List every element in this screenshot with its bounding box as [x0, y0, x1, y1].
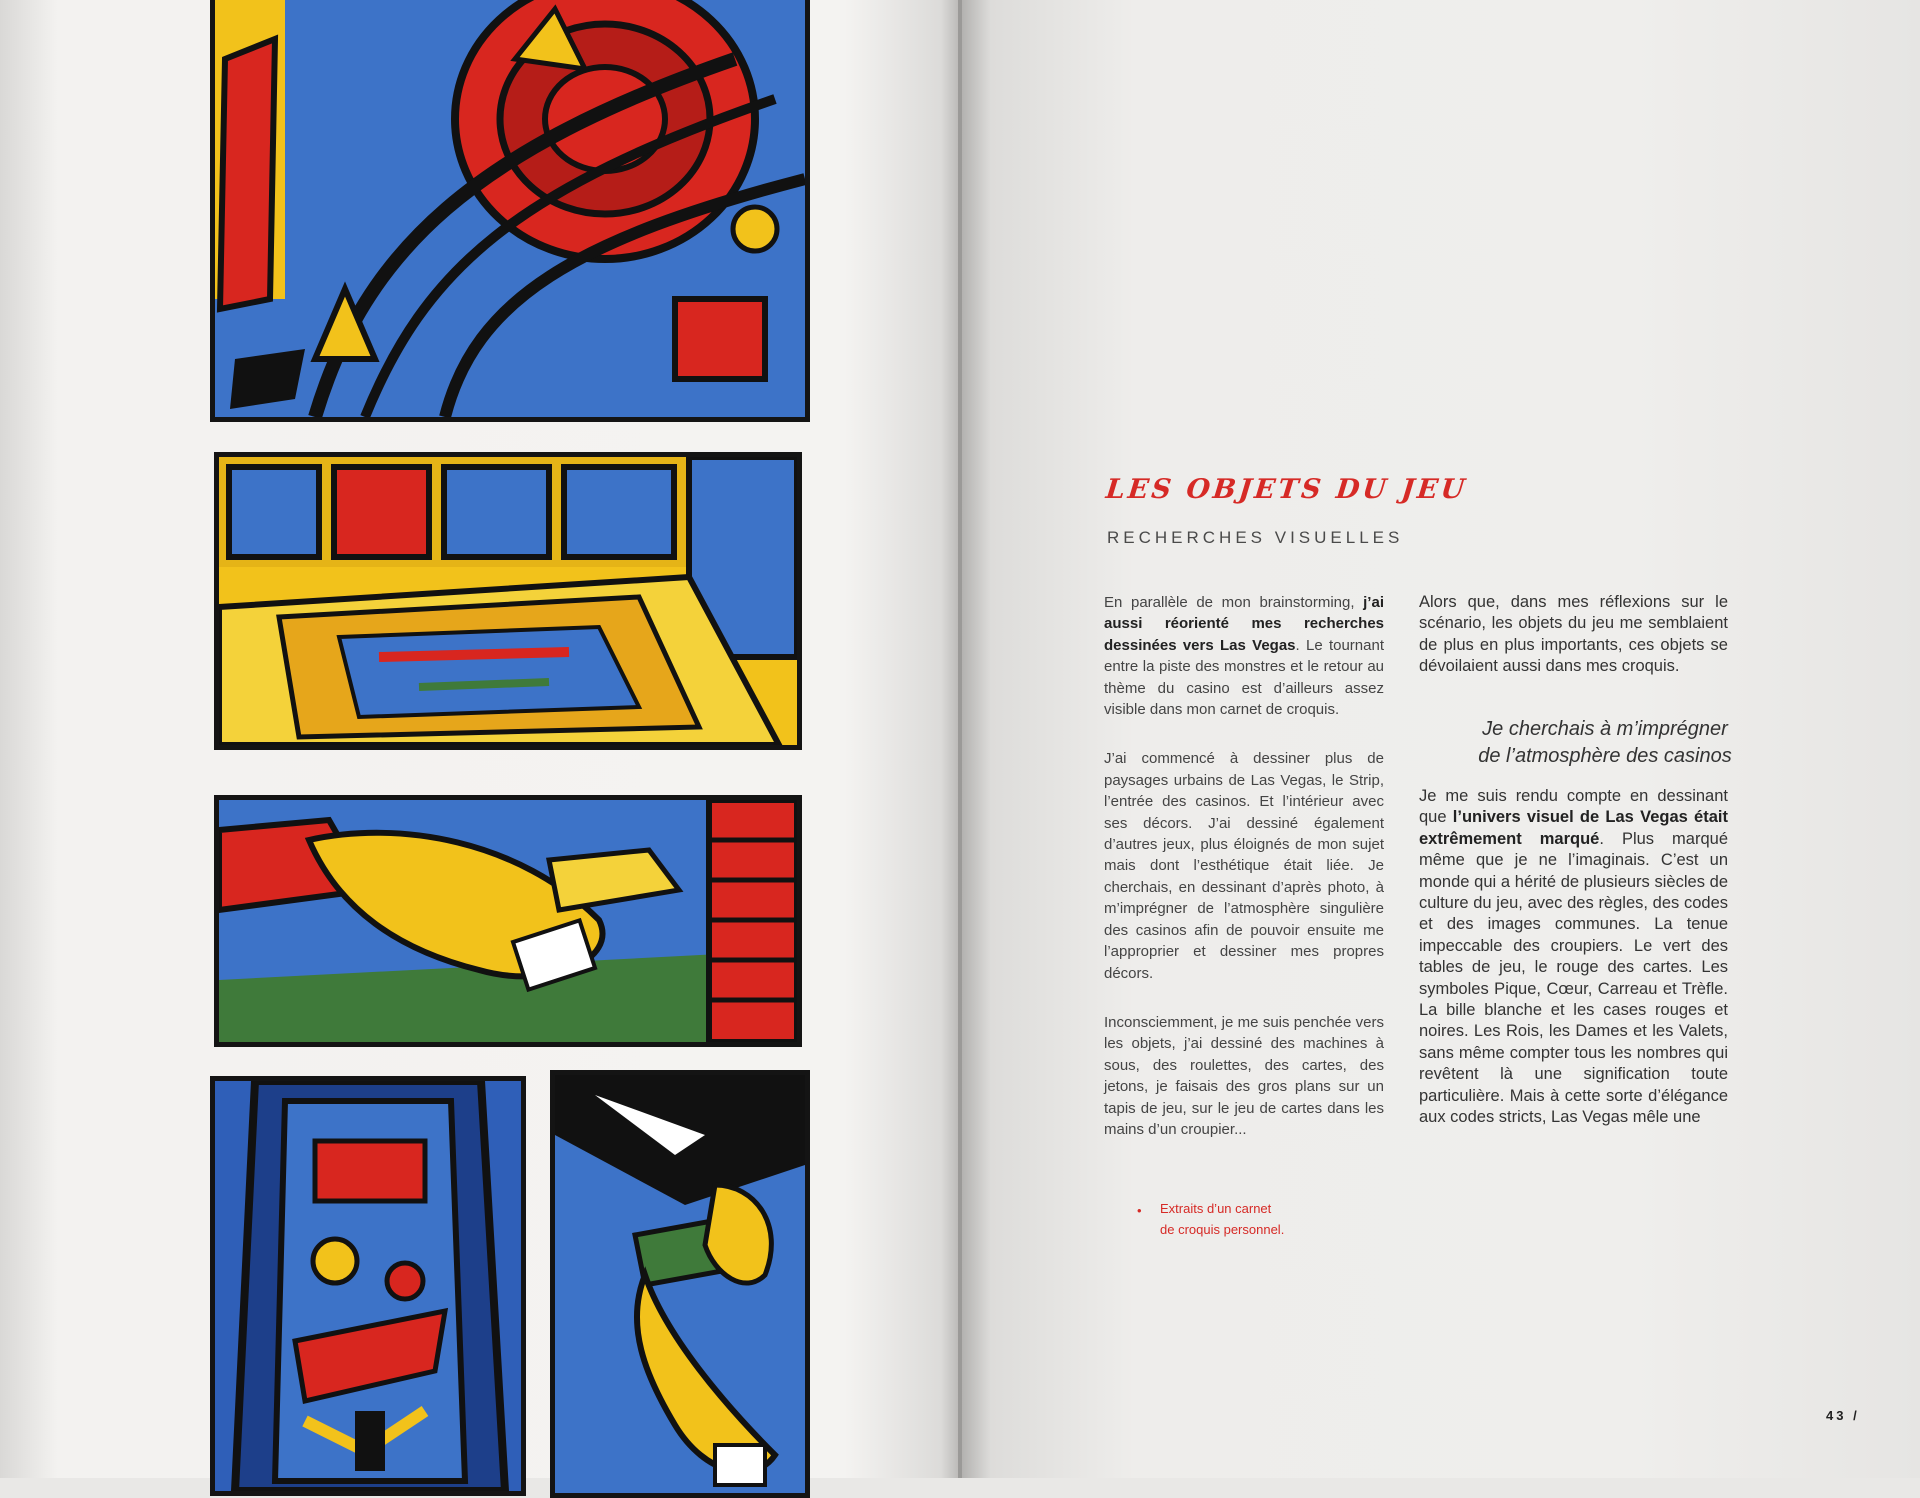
paragraph	[1419, 786, 1728, 1129]
sketch-croupier-hand	[550, 1070, 810, 1498]
caption-line: de croquis personnel.	[1160, 1222, 1285, 1237]
paragraph-text: En parallèle de mon brainstorming,	[1104, 594, 1364, 611]
paragraph-text: . Plus marqué même que je ne l’imaginais. C’est un monde qui a hérité de plusieurs siècles de culture du jeu, avec des règles, des codes et des images communes. La tenue impeccable des croupiers. Le vert des tables de jeu, le rouge des cartes. Les symboles Pique, Cœur, Carreau et Trèfle. La bille blanche et les cases rouges et noires. Les Rois, les Dames et les Valets, sans même compter tous les nombres qui revêtent là une signification toute particulière. Mais à cette sorte d’élégance aux codes stricts, Las Vegas mêle une	[1419, 829, 1729, 1127]
pull-quote	[1440, 716, 1770, 770]
paragraph: J’ai commencé à dessiner plus de paysages urbains de Las Vegas, le Strip, l’entrée des casinos. Et l’intérieur avec ses décors. J’ai dessiné également d’autres jeux, plus éloignés de mon sujet mais dont l’esthétique était liée. Je cherchais, en dessinant d’après photo, à m’imprégner de l’atmosphère singulière des casinos afin de pouvoir ensuite me l’approprier et dessiner mes propres décors.	[1104, 750, 1384, 982]
paragraph-emphasis: l’univers visuel de Las Vegas était extrêmement marqué	[1419, 808, 1728, 848]
paragraph-emphasis: j’ai aussi réorienté mes recherches dessinées vers Las Vegas	[1104, 594, 1384, 654]
paragraph	[1104, 592, 1384, 720]
paragraph-text: Je me suis rendu compte en dessinant que	[1419, 787, 1728, 827]
text-column-left	[1104, 592, 1384, 1168]
sketch-hand-playing-card	[214, 795, 802, 1047]
book-spine	[958, 0, 962, 1478]
image-caption	[1137, 1198, 1360, 1240]
caption-line: Extraits d’un carnet	[1160, 1201, 1272, 1216]
pull-quote-line: de l’atmosphère des casinos	[1478, 745, 1732, 767]
paragraph: Alors que, dans mes réflexions sur le scénario, les objets du jeu me semblaient de plus en plus importants, ces objets se dévoilaient aussi dans mes croquis.	[1419, 593, 1728, 676]
section-title: LES OBJETS DU JEU	[1104, 474, 1470, 505]
sketch-roulette-wheel	[210, 0, 810, 422]
paragraph: Inconsciemment, je me suis penchée vers les objets, j’ai dessiné des machines à sous, des roulettes, des cartes, des jetons, je faisais des gros plans sur un tapis de jeu, sur le jeu de cartes dans les mains d’un croupier...	[1104, 1013, 1384, 1138]
page-number: 43 /	[1826, 1408, 1860, 1423]
sketch-pinball-machine	[210, 1076, 526, 1496]
pull-quote-line: Je cherchais à m’imprégner	[1482, 718, 1728, 740]
text-column-right	[1419, 592, 1728, 678]
section-subtitle: RECHERCHES VISUELLES	[1107, 528, 1404, 547]
text-column-right-continued	[1419, 786, 1728, 1129]
paragraph-text: . Le tournant entre la piste des monstres et le retour au thème du casino est d’ailleurs assez visible dans mon carnet de croquis.	[1104, 636, 1384, 719]
sketch-slot-machines	[214, 452, 802, 750]
caption-bullet: •	[1137, 1203, 1142, 1218]
